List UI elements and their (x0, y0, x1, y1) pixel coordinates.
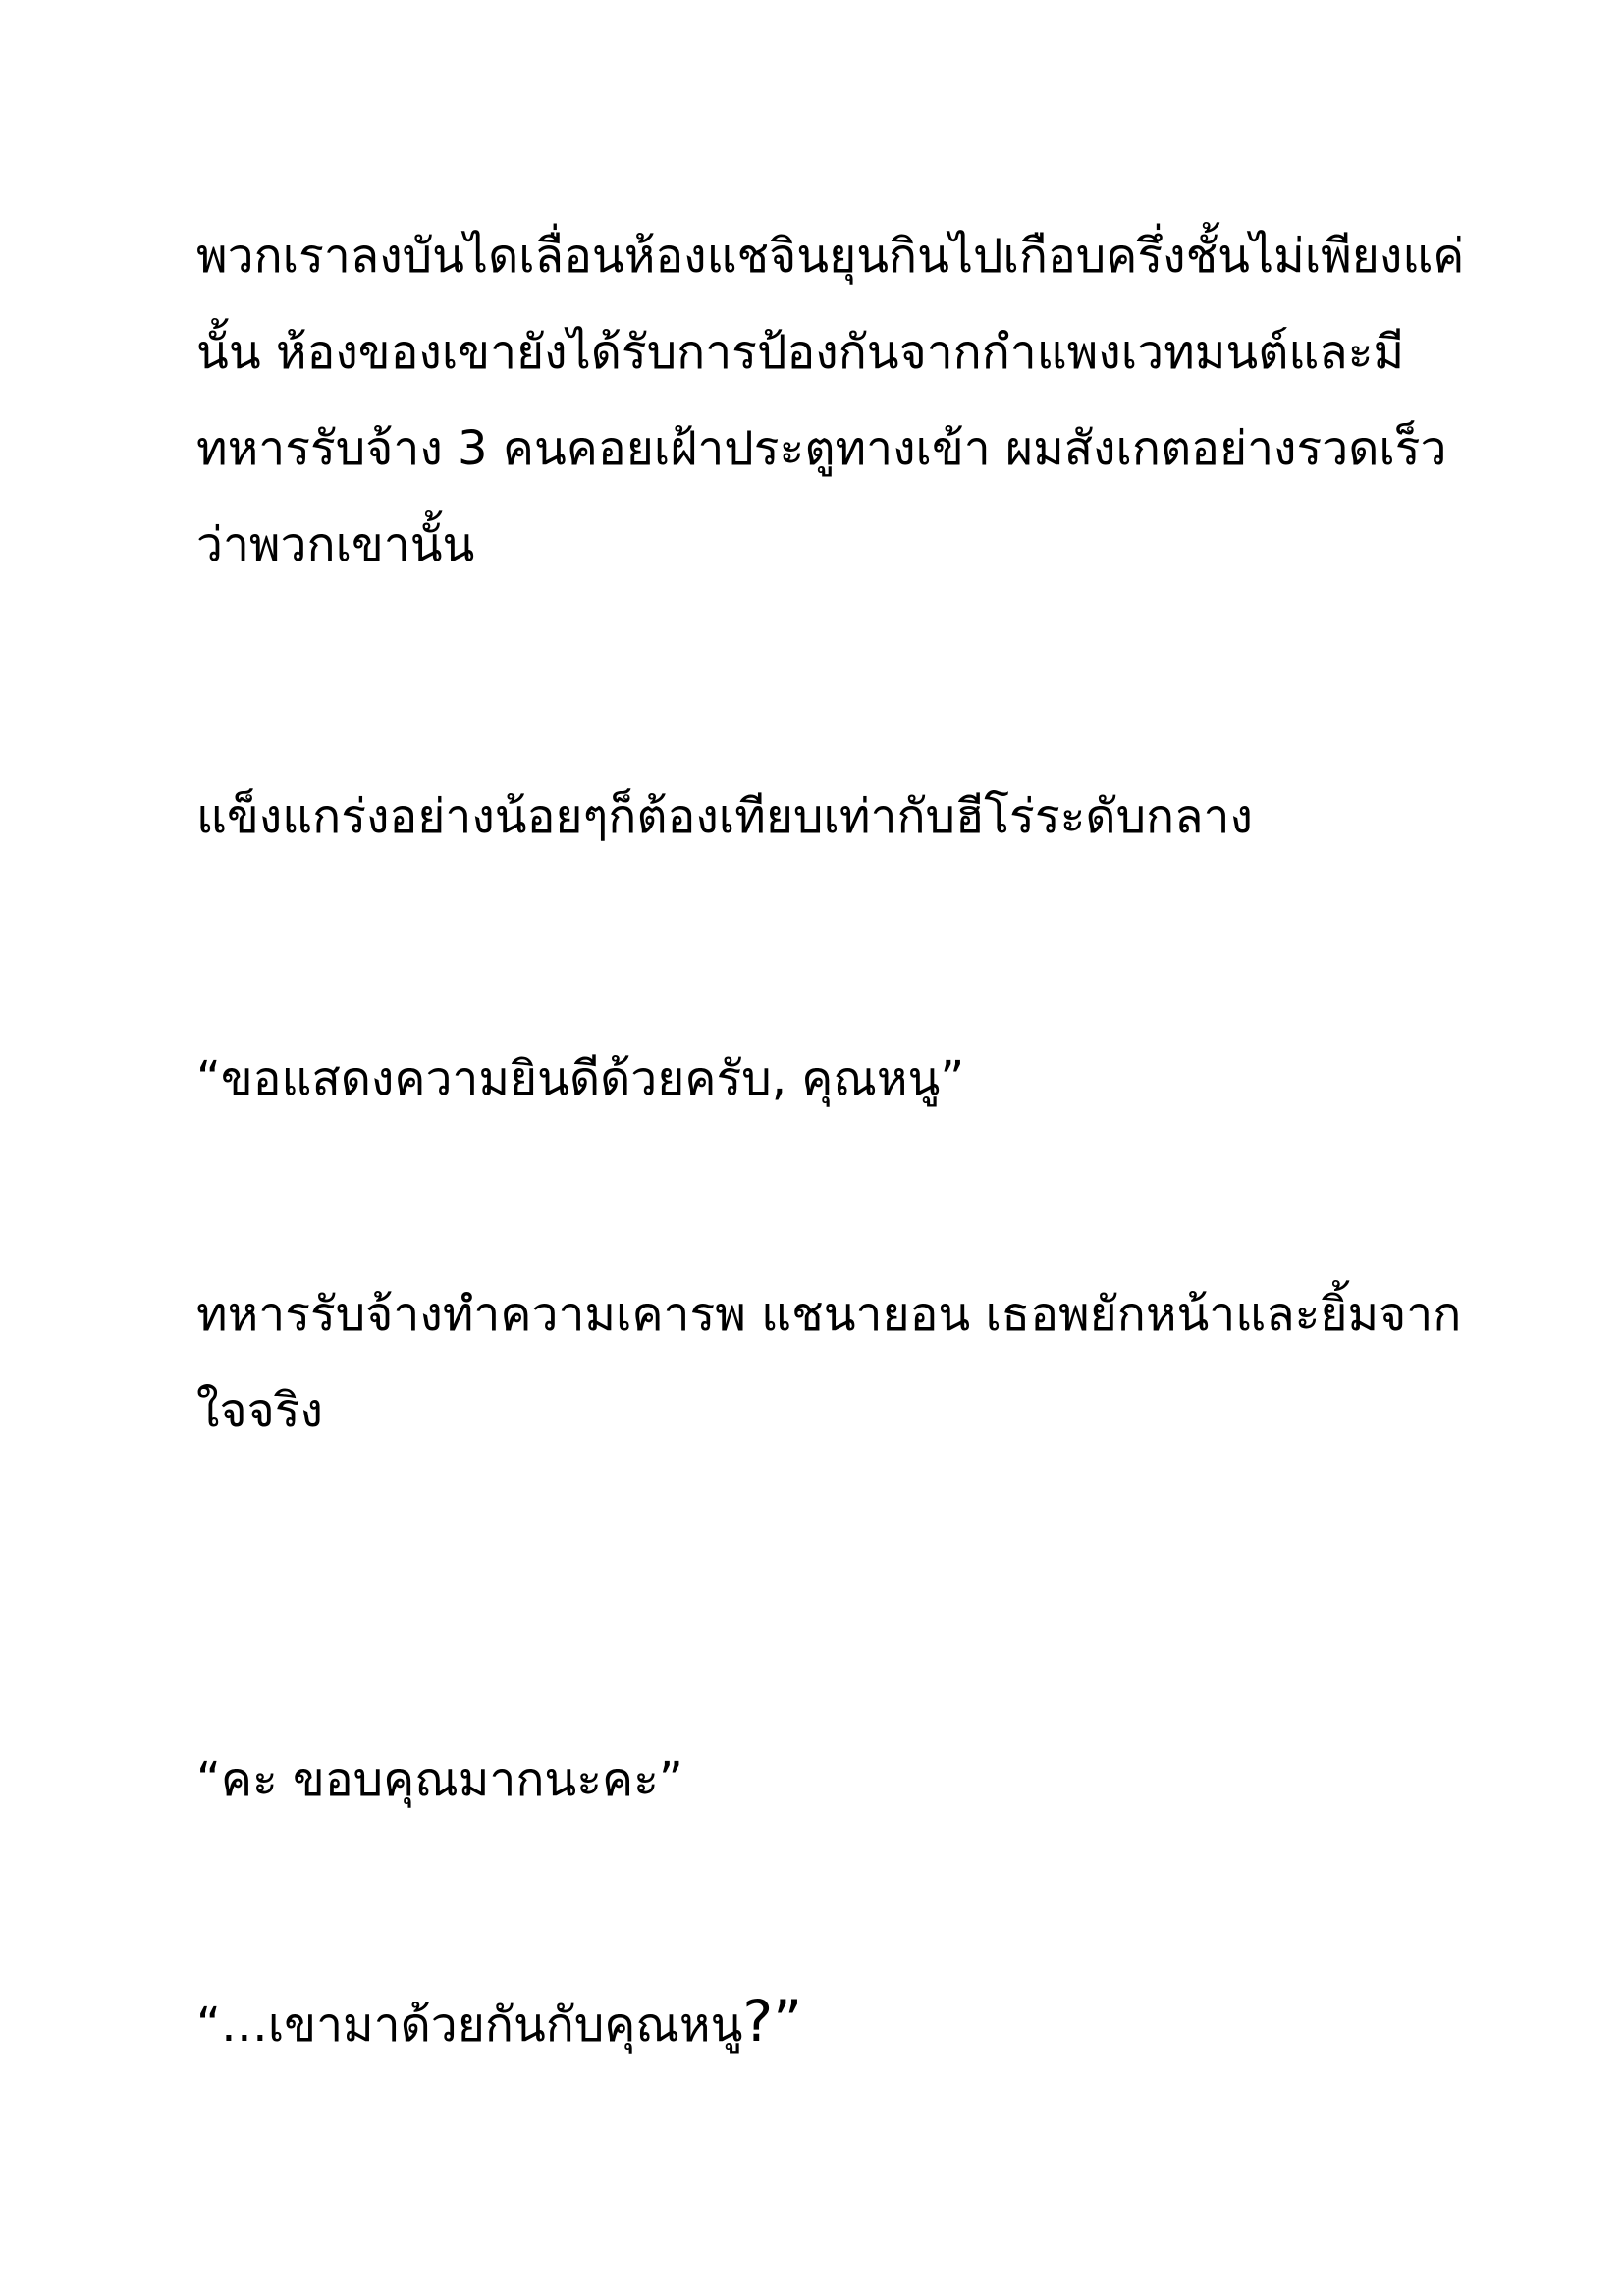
paragraph-4-line-2: ใจจริง (196, 1383, 323, 1438)
paragraph-6-question-mark: ?” (742, 1988, 803, 2055)
paragraph-2-line-1: แข็งแกร่งอย่างน้อยๆก็ต้องเทียบเท่ากับฮีโร่ระดับกลาง (196, 789, 1253, 844)
paragraph-1-line-3: ทหารรับจ้าง 3 คนคอยเฝ้าประตูทางเข้า ผมสังเกตอย่างรวดเร็ว (196, 421, 1447, 476)
paragraph-3 (196, 1031, 1434, 1127)
paragraph-5 (196, 1732, 1434, 1828)
paragraph-4 (196, 1266, 1462, 1459)
paragraph-6 (196, 1973, 1434, 2073)
paragraph-2 (196, 769, 1434, 865)
paragraph-4-line-1: ทหารรับจ้างทำความเคารพ แชนายอน เธอพยักหน้าและยิ้มจาก (196, 1287, 1462, 1342)
paragraph-5-line-1: “คะ ขอบคุณมากนะคะ” (196, 1752, 683, 1807)
paragraph-6-line-1 (196, 1973, 1434, 2073)
paragraph-1-line-2: นั้น ห้องของเขายังได้รับการป้องกันจากกำแพงเวทมนต์และมี (196, 325, 1405, 380)
paragraph-1-line-1: พวกเราลงบันไดเลื่อนห้องแชจินยุนกินไปเกือบครึ่งชั้นไม่เพียงแค่ (196, 229, 1465, 284)
paragraph-1-line-4: ว่าพวกเขานั้น (196, 517, 475, 572)
paragraph-1 (196, 208, 1465, 593)
paragraph-3-line-1: “ขอแสดงความยินดีด้วยครับ, คุณหนู” (196, 1051, 965, 1106)
paragraph-6-text: “…เขามาด้วยกันกับคุณหนู (196, 1998, 743, 2053)
